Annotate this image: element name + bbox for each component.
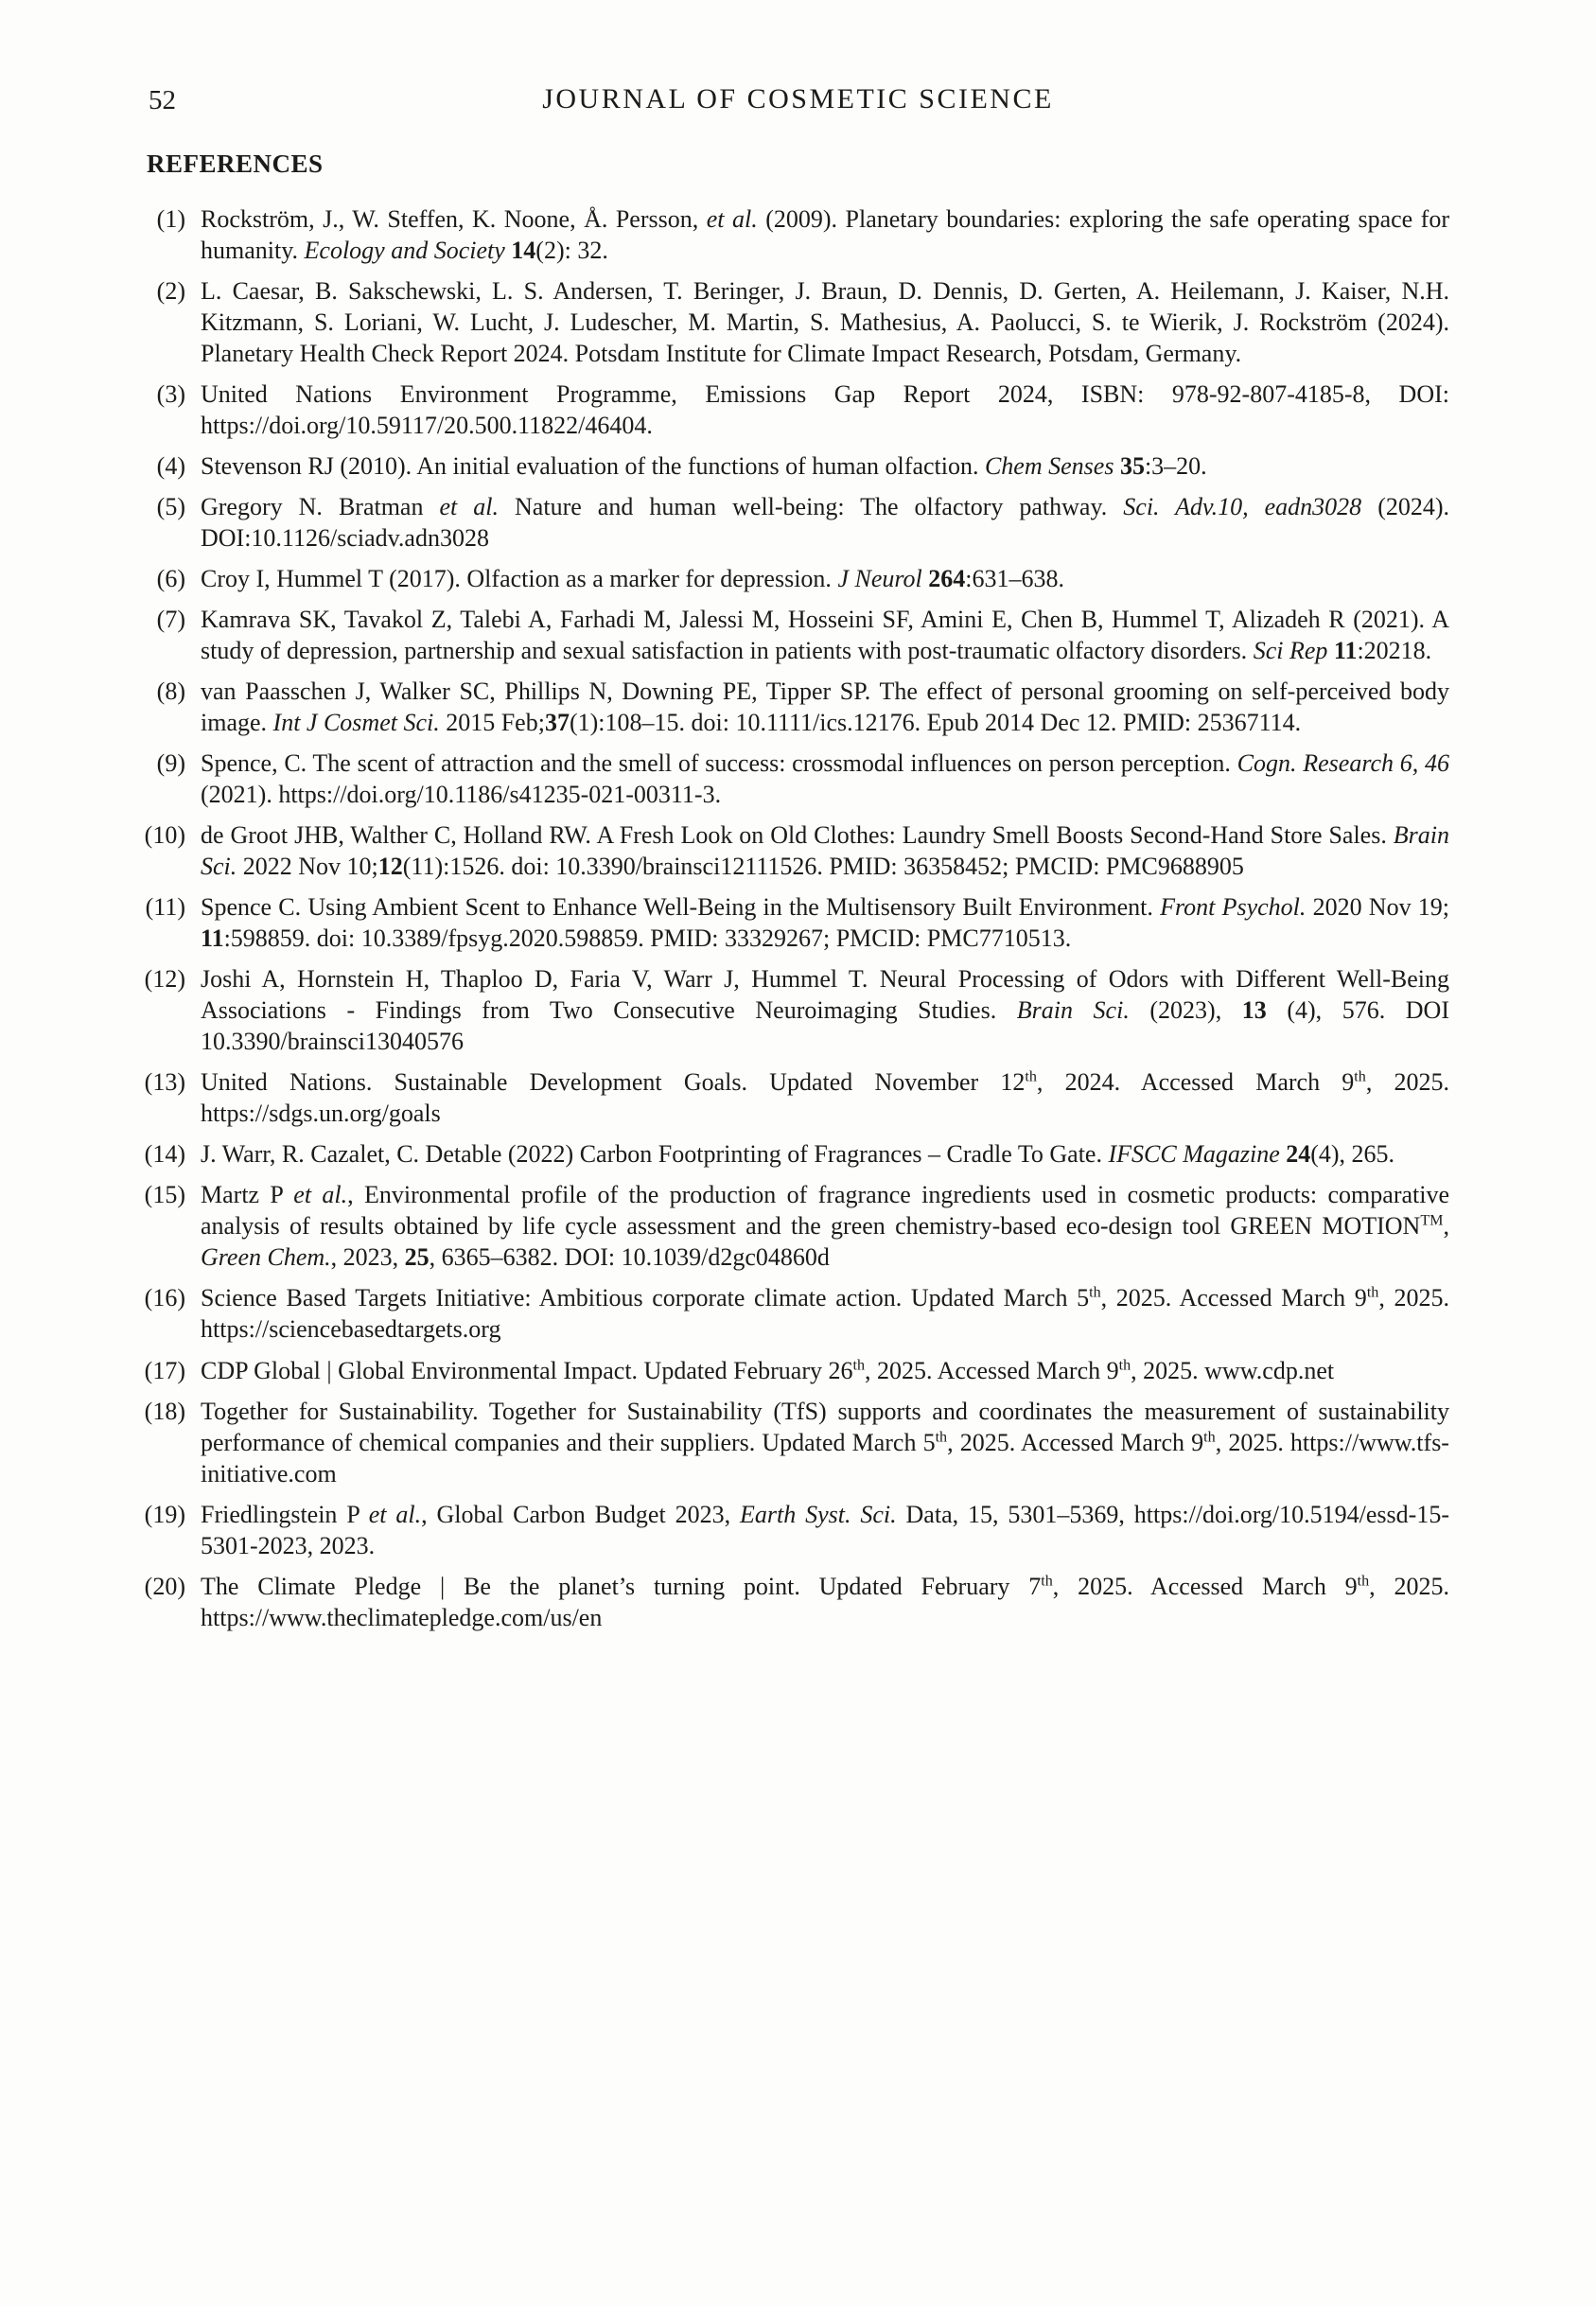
- ref-segment: th: [1203, 1428, 1216, 1445]
- reference-text: [201, 1140, 1394, 1168]
- ref-segment: th: [852, 1356, 866, 1373]
- ref-segment: , 2025. https://sciencebasedtargets.org: [201, 1284, 1449, 1344]
- ref-segment: TM: [1420, 1212, 1444, 1229]
- reference-number: (20): [144, 1572, 185, 1600]
- reference-number: (19): [144, 1500, 185, 1528]
- ref-segment: , 2024. Accessed March 9: [1036, 1068, 1355, 1097]
- reference-item: [144, 1179, 1449, 1273]
- reference-item: [147, 378, 1449, 441]
- reference-text: [201, 1357, 1334, 1384]
- ref-segment: Gregory N. Bratman: [201, 493, 440, 521]
- ref-segment: United Nations. Sustainable Development Goals. Updated November 12: [201, 1068, 1026, 1097]
- ref-segment: , 2025. www.cdp.net: [1131, 1356, 1335, 1384]
- ref-segment: IFSCC Magazine: [1108, 1140, 1280, 1169]
- ref-segment: (4), 576. DOI 10.3390/brainsci13040576: [201, 996, 1449, 1056]
- ref-segment: Earth Syst. Sci.: [739, 1500, 897, 1528]
- reference-number: (13): [144, 1068, 185, 1097]
- reference-number: (14): [144, 1140, 185, 1169]
- reference-number: (4): [156, 452, 185, 481]
- ref-segment: , 2025. Accessed March 9: [1100, 1284, 1367, 1312]
- reference-number: (11): [145, 893, 185, 922]
- ref-segment: , 2025. https://sdgs.un.org/goals: [201, 1068, 1450, 1128]
- ref-segment: (11):1526. doi: 10.3390/brainsci12111526. PMID: 36358452; PMCID: PMC9688905: [402, 853, 1244, 881]
- ref-segment: van Paasschen J, Walker SC, Phillips N, Downing PE, Tipper SP. The effect of personal grooming on self-perceived body image.: [201, 678, 1449, 737]
- reference-text: [201, 606, 1449, 664]
- ref-segment: (2): 32.: [535, 237, 608, 265]
- reference-text: [201, 452, 1207, 480]
- ref-segment: 264: [928, 565, 966, 593]
- ref-segment: Ecology and Society: [304, 237, 505, 265]
- ref-segment: Cogn. Research 6, 46: [1236, 749, 1449, 778]
- ref-segment: 35: [1119, 452, 1145, 481]
- reference-text: [201, 493, 1449, 552]
- ref-segment: Stevenson RJ (2010). An initial evaluation of the functions of human olfaction.: [201, 452, 985, 481]
- reference-text: [201, 678, 1449, 736]
- ref-segment: J Neurol: [837, 565, 922, 593]
- reference-item: [144, 1396, 1449, 1489]
- ref-segment: Sci Rep: [1253, 637, 1328, 665]
- ref-segment: 11: [1333, 637, 1358, 665]
- ref-segment: , Environmental profile of the production of fragrance ingredients used in cosmetic products: comparative analysis of results obtained by life cycle assessment and the green chemistry-based eco-design tool GREEN MOTION: [201, 1181, 1449, 1241]
- ref-segment: Croy I, Hummel T (2017). Olfaction as a marker for depression.: [201, 565, 838, 593]
- reference-number: (3): [156, 380, 185, 409]
- references-list: [144, 203, 1450, 1633]
- reference-item: [144, 1499, 1449, 1561]
- reference-text: [201, 1501, 1449, 1559]
- ref-segment: 11: [201, 924, 224, 953]
- ref-segment: (2023),: [1129, 996, 1242, 1025]
- reference-item: [147, 203, 1449, 266]
- ref-segment: (2021). https://doi.org/10.1186/s41235-021-00311-3.: [201, 781, 722, 809]
- reference-number: (6): [156, 565, 185, 593]
- ref-segment: :3–20.: [1144, 452, 1207, 481]
- references-heading: REFERENCES: [147, 150, 324, 178]
- reference-text: [201, 965, 1449, 1055]
- reference-item: [147, 275, 1449, 369]
- ref-segment: th: [1041, 1572, 1053, 1589]
- ref-segment: :20218.: [1357, 637, 1432, 665]
- ref-segment: , 2025. Accessed March 9: [947, 1428, 1204, 1456]
- reference-item: [147, 491, 1449, 554]
- ref-segment: 2015 Feb;: [439, 709, 545, 737]
- reference-number: (10): [144, 821, 185, 850]
- ref-segment: :631–638.: [965, 565, 1064, 593]
- ref-segment: 13: [1241, 996, 1267, 1025]
- ref-segment: Together for Sustainability. Together for Sustainability (TfS) supports and coordinates the measurement of sustainability performance of chemical companies and their suppliers. Updated March 5: [201, 1397, 1449, 1456]
- ref-segment: Int J Cosmet Sci.: [272, 709, 440, 737]
- ref-segment: th: [1366, 1284, 1379, 1301]
- reference-item: [144, 1138, 1449, 1170]
- ref-segment: Nature and human well-being: The olfactory pathway.: [499, 493, 1124, 521]
- reference-number: (9): [156, 749, 185, 778]
- ref-segment: de Groot JHB, Walther C, Holland RW. A Fresh Look on Old Clothes: Laundry Smell Boosts Second-Hand Store Sales.: [201, 821, 1394, 850]
- ref-segment: Spence, C. The scent of attraction and the smell of success: crossmodal influences on person perception.: [201, 749, 1237, 778]
- ref-segment: , 2025. Accessed March 9: [1052, 1572, 1358, 1600]
- ref-segment: , 2023,: [330, 1243, 405, 1272]
- reference-item: [147, 450, 1449, 482]
- ref-segment: , 2025. https://www.theclimatepledge.com/us/en: [201, 1572, 1449, 1631]
- reference-item: [144, 1066, 1450, 1129]
- ref-segment: Science Based Targets Initiative: Ambitious corporate climate action. Updated March 5: [201, 1284, 1090, 1312]
- reference-text: [201, 1181, 1449, 1271]
- reference-text: [201, 893, 1449, 952]
- ref-segment: 12: [377, 853, 403, 881]
- ref-segment: , 2025. https://www.tfs-initiative.com: [201, 1428, 1449, 1487]
- ref-segment: Martz P: [201, 1181, 294, 1209]
- ref-segment: Sci. Adv.10, eadn3028: [1123, 493, 1362, 521]
- ref-segment: et al.: [368, 1500, 422, 1528]
- ref-segment: th: [1354, 1068, 1366, 1085]
- ref-segment: Front Psychol.: [1160, 893, 1307, 922]
- reference-number: (15): [144, 1181, 185, 1209]
- reference-number: (16): [144, 1284, 185, 1312]
- reference-number: (7): [156, 606, 185, 634]
- reference-text: [201, 565, 1064, 592]
- ref-segment: th: [1357, 1572, 1370, 1589]
- ref-segment: , 6365–6382. DOI: 10.1039/d2gc04860d: [429, 1243, 830, 1272]
- reference-text: [201, 277, 1449, 367]
- ref-segment: 24: [1286, 1140, 1311, 1169]
- reference-number: (2): [156, 277, 185, 306]
- ref-segment: 2022 Nov 10;: [237, 853, 378, 881]
- ref-segment: :598859. doi: 10.3389/fpsyg.2020.598859. PMID: 33329267; PMCID: PMC7710513.: [223, 924, 1072, 953]
- reference-number: (12): [144, 965, 185, 994]
- ref-segment: Green Chem.: [201, 1243, 331, 1272]
- ref-segment: Brain Sci.: [1016, 996, 1130, 1025]
- ref-segment: th: [1118, 1356, 1131, 1373]
- ref-segment: United Nations Environment Programme, Emissions Gap Report 2024, ISBN: 978-92-807-4185-8, DOI: https://doi.org/10.59117/20.500.11822/46404.: [201, 380, 1449, 440]
- ref-segment: (1):108–15. doi: 10.1111/ics.12176. Epub 2014 Dec 12. PMID: 25367114.: [569, 709, 1302, 737]
- ref-segment: Brain Sci.: [201, 821, 1449, 881]
- reference-item: [147, 563, 1449, 594]
- reference-number: (5): [156, 493, 185, 521]
- ref-segment: , Global Carbon Budget 2023,: [421, 1500, 740, 1528]
- ref-segment: 2020 Nov 19;: [1306, 893, 1450, 922]
- ref-segment: , 2025. Accessed March 9: [865, 1356, 1119, 1384]
- reference-text: [201, 380, 1449, 439]
- ref-segment: Kamrava SK, Tavakol Z, Talebi A, Farhadi M, Jalessi M, Hosseini SF, Amini E, Chen B, Hummel T, Alizadeh R (2021). A study of depression, partnership and sexual satisfaction in patients with post-traumatic olfactory disorders.: [201, 606, 1449, 665]
- ref-segment: L. Caesar, B. Sakschewski, L. S. Andersen, T. Beringer, J. Braun, D. Dennis, D. Gerten, A. Heilemann, J. Kaiser, N.H. Kitzmann, S. Loriani, W. Lucht, J. Ludescher, M. Martin, S. Mathesius, A. Paolucci, S. te Wierik, J. Rockström (2024). Planetary Health Check Report 2024. Potsdam Institute for Climate Impact Research, Potsdam, Germany.: [201, 277, 1449, 368]
- ref-segment: Joshi A, Hornstein H, Thaploo D, Faria V, Warr J, Hummel T. Neural Processing of Odors with Different Well-Being Associations - Findings from Two Consecutive Neuroimaging Studies.: [201, 965, 1449, 1025]
- reference-item: [144, 1355, 1449, 1386]
- reference-number: (8): [156, 678, 185, 706]
- ref-segment: Rockström, J., W. Steffen, K. Noone, Å. Persson,: [201, 205, 707, 233]
- reference-item: [147, 891, 1449, 954]
- reference-text: [201, 1284, 1449, 1343]
- reference-item: [144, 1571, 1449, 1633]
- ref-segment: (2009). Planetary boundaries: exploring the safe operating space for humanity.: [201, 205, 1449, 265]
- journal-title: JOURNAL OF COSMETIC SCIENCE: [542, 83, 1054, 114]
- ref-segment: th: [935, 1428, 948, 1445]
- reference-number: (17): [144, 1356, 185, 1384]
- ref-segment: (4), 265.: [1310, 1140, 1395, 1169]
- reference-number: (1): [156, 205, 185, 233]
- ref-segment: Friedlingstein P: [201, 1500, 369, 1528]
- reference-item: [144, 963, 1449, 1057]
- page-header: [147, 83, 1449, 121]
- reference-item: [147, 604, 1449, 666]
- ref-segment: et al.: [439, 493, 500, 521]
- reference-text: [201, 205, 1449, 264]
- reference-item: [144, 1282, 1449, 1345]
- reference-item: [147, 748, 1449, 810]
- ref-segment: th: [1089, 1284, 1101, 1301]
- reference-text: [201, 1573, 1449, 1631]
- ref-segment: CDP Global | Global Environmental Impact. Updated February 26: [201, 1356, 853, 1384]
- ref-segment: ,: [1443, 1212, 1449, 1241]
- reference-item: [147, 676, 1449, 738]
- ref-segment: The Climate Pledge | Be the planet’s turning point. Updated February 7: [201, 1572, 1042, 1600]
- ref-segment: 37: [544, 709, 570, 737]
- ref-segment: 14: [511, 237, 536, 265]
- ref-segment: th: [1025, 1068, 1037, 1085]
- ref-segment: et al.: [706, 205, 758, 233]
- ref-segment: Spence C. Using Ambient Scent to Enhance Well-Being in the Multisensory Built Environment.: [201, 893, 1161, 922]
- reference-text: [201, 1398, 1449, 1487]
- ref-segment: 25: [404, 1243, 430, 1272]
- ref-segment: Chem Senses: [984, 452, 1114, 481]
- reference-text: [201, 749, 1449, 808]
- reference-text: [201, 1068, 1449, 1127]
- reference-text: [201, 821, 1449, 880]
- ref-segment: (2024). DOI:10.1126/sciadv.adn3028: [201, 493, 1450, 553]
- ref-segment: et al.: [293, 1181, 348, 1209]
- page-number: 52: [149, 85, 176, 115]
- reference-item: [144, 819, 1449, 882]
- ref-segment: Data, 15, 5301–5369, https://doi.org/10.5194/essd-15-5301-2023, 2023.: [201, 1500, 1449, 1559]
- ref-segment: J. Warr, R. Cazalet, C. Detable (2022) Carbon Footprinting of Fragrances – Cradle To Gate.: [201, 1140, 1109, 1169]
- reference-number: (18): [144, 1397, 185, 1425]
